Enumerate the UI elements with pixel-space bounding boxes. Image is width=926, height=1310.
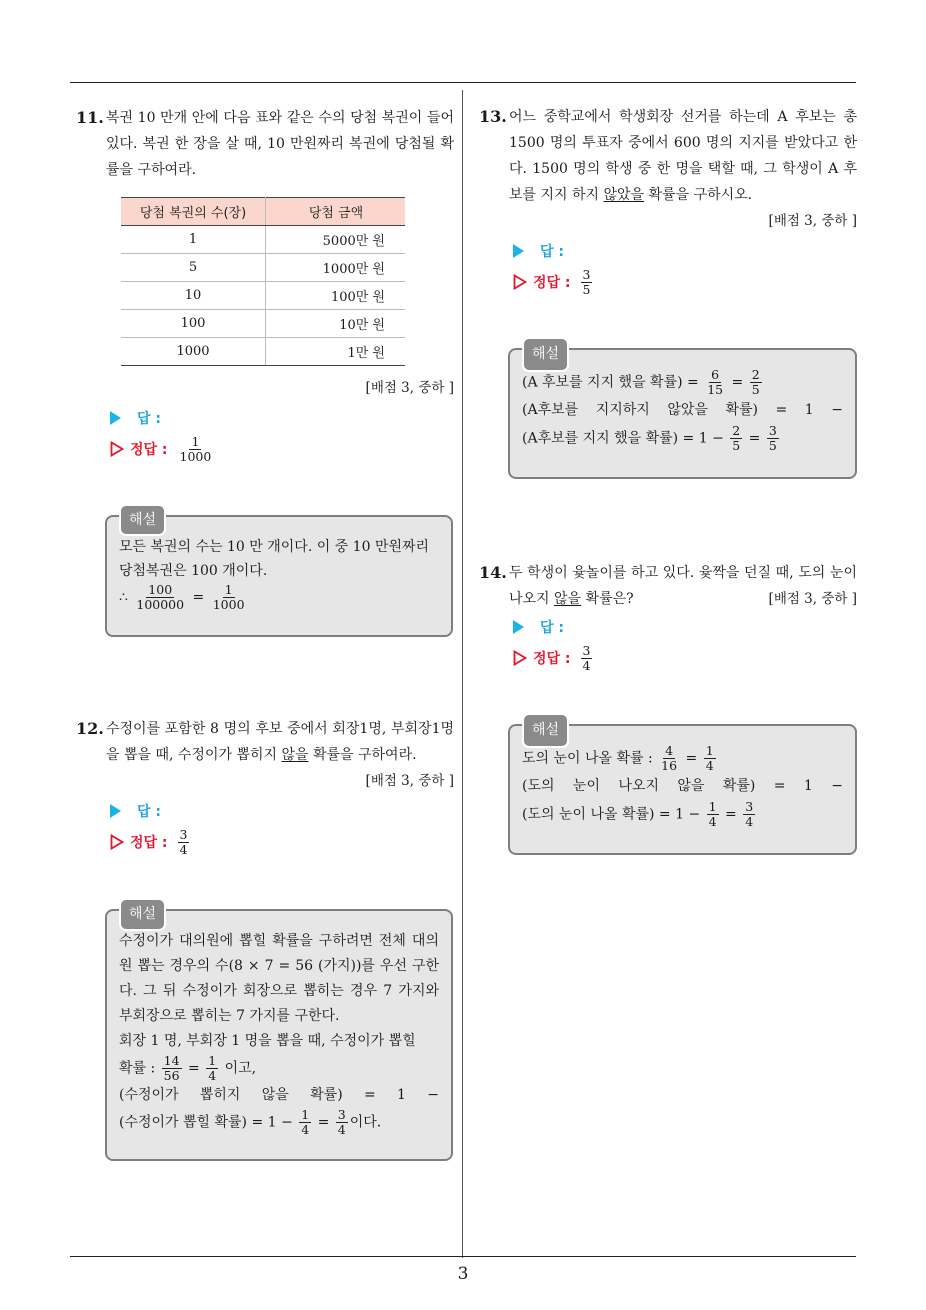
column-divider [462, 90, 463, 1258]
fraction: $\frac{3}{5}$ [768, 423, 777, 453]
question-12 [76, 716, 454, 794]
explanation-formula: (A 후보를 지지 했을 확률) = $\frac{6}{15}$ = $\frac{2}{5}$ [522, 367, 760, 397]
answer-fraction: $\frac{3}{4}$ [582, 642, 591, 673]
answer-block [110, 798, 191, 860]
table-cell: 1 [121, 226, 266, 254]
top-rule [70, 82, 856, 83]
explanation-box [105, 906, 453, 1161]
explanation-box [105, 512, 453, 637]
answer-label: 답 : [137, 804, 161, 820]
answer-block [513, 238, 594, 300]
fraction: $\frac{2}{5}$ [751, 367, 760, 397]
triangle-outline-icon [110, 441, 124, 457]
answer-fraction: $\frac{3}{5}$ [582, 266, 591, 297]
explanation-box [508, 724, 857, 855]
fraction: $\frac{1}{4}$ [301, 1107, 310, 1137]
fraction: $\frac{4}{16}$ [661, 743, 678, 773]
explanation-formula: 도의 눈이 나올 확률 : $\frac{4}{16}$ = $\frac{1}{4}$ [522, 743, 714, 773]
question-text: 복권 10 만개 안에 다음 표와 같은 수의 당첨 복권이 들어 있다. 복권 한 장을 살 때, 10 만원짜리 복권에 당첨될 확률을 구하여라. [106, 110, 454, 178]
question-text: 어느 중학교에서 학생회장 선거를 하는데 A 후보는 총 1500 명의 투표자 중에서 600 명의 지지를 받았다고 한다. 1500 명의 학생 중 한 명을 택할 때, 그 학생이 A 후보를 지지 하지 않았을 확률을 구하시오. [509, 109, 857, 203]
table-header: 당첨 복권의 수(장) [121, 198, 266, 226]
table-cell: 5 [121, 254, 266, 282]
table-cell: 5000만 원 [266, 226, 406, 254]
question-meta: [배점 3, 중하 ] [768, 591, 857, 607]
table-cell: 10 [121, 282, 266, 310]
explanation-tag: 해설 [522, 713, 569, 748]
explanation-text: 회장 1 명, 부회장 1 명을 뽑을 때, 수정이가 뽑힐 [119, 1033, 416, 1049]
question-number: 11. [76, 108, 104, 127]
question-text: 두 학생이 윷놀이를 하고 있다. 윷짝을 던질 때, 도의 눈이 나오지 않을 확률은? [509, 565, 857, 607]
table-row [121, 310, 405, 338]
question-meta: [배점 3, 중하 ] [365, 773, 454, 789]
explanation-text: 모든 복권의 수는 10 만 개이다. 이 중 10 만원짜리 당첨복권은 100 개이다. [119, 539, 430, 579]
fraction: $\frac{1}{4}$ [208, 1053, 217, 1083]
bottom-rule [70, 1256, 856, 1257]
question-13 [479, 104, 857, 234]
question-text: 수정이를 포함한 8 명의 후보 중에서 회장1명, 부회장1명을 뽑을 때, 수정이가 뽑히지 않을 확률을 구하여라. [106, 721, 454, 763]
answer-fraction: $\frac{1}{1000}$ [179, 433, 212, 464]
table-row [121, 226, 405, 254]
explanation-formula: (A후보를 지지하지 않았을 확률) = 1 − [522, 402, 843, 418]
play-icon [513, 620, 524, 634]
correct-label: 정답 : [533, 275, 571, 291]
explanation-formula: (수정이가 뽑힐 확률) = 1 − $\frac{1}{4}$ = $\frac{3}{4}$ 이다. [119, 1107, 382, 1137]
question-number: 13. [479, 107, 507, 126]
table-header: 당첨 금액 [266, 198, 406, 226]
question-14 [479, 560, 857, 612]
explanation-formula: (도의 눈이 나오지 않을 확률) = 1 − [522, 778, 843, 794]
question-meta: [배점 3, 중하 ] [365, 380, 454, 396]
table-cell: 1000 [121, 338, 266, 366]
triangle-outline-icon [110, 834, 124, 850]
question-11 [76, 105, 454, 183]
table-cell: 100 [121, 310, 266, 338]
fraction: $\frac{100}{100000}$ [136, 582, 185, 612]
table-cell: 1만 원 [266, 338, 406, 366]
play-icon [110, 411, 121, 425]
fraction: $\frac{2}{5}$ [732, 423, 741, 453]
explanation-tag: 해설 [119, 504, 166, 536]
table-header-row [121, 198, 405, 226]
correct-label: 정답 : [130, 442, 168, 458]
page-number: 3 [457, 1264, 469, 1284]
table-cell: 10만 원 [266, 310, 406, 338]
answer-block [513, 614, 594, 676]
fraction: $\frac{1}{1000}$ [212, 582, 245, 612]
explanation-formula: (도의 눈이 나올 확률) = 1 − $\frac{1}{4}$ = $\frac{3}{4}$ [522, 799, 754, 829]
fraction: $\frac{14}{56}$ [163, 1053, 180, 1083]
prize-table [121, 197, 405, 366]
explanation-formula: 확률 : $\frac{14}{56}$ = $\frac{1}{4}$ 이고, [119, 1053, 257, 1083]
fraction: $\frac{3}{4}$ [337, 1107, 346, 1137]
play-icon [110, 804, 121, 818]
play-icon [513, 244, 524, 258]
explanation-text: 수정이가 대의원에 뽑힐 확률을 구하려면 전체 대의원 뽑는 경우의 수(8 × 7 = 56 (가지))를 우선 구한다. 그 뒤 수정이가 회장으로 뽑히는 경우 7 가지와 부회장으로 뽑히는 7 가지를 구한다. [119, 933, 439, 1024]
answer-label: 답 : [540, 244, 564, 260]
explanation-formula: (수정이가 뽑히지 않을 확률) = 1 − [119, 1087, 439, 1103]
explanation-tag: 해설 [522, 337, 569, 372]
answer-label: 답 : [137, 411, 161, 427]
table-row [121, 254, 405, 282]
answer-fraction: $\frac{3}{4}$ [179, 826, 188, 857]
question-number: 12. [76, 719, 104, 738]
correct-label: 정답 : [533, 651, 571, 667]
fraction: $\frac{6}{15}$ [707, 367, 724, 397]
explanation-tag: 해설 [119, 898, 166, 931]
answer-label: 답 : [540, 620, 564, 636]
explanation-formula: (A후보를 지지 했을 확률) = 1 − $\frac{2}{5}$ = $\frac{3}{5}$ [522, 423, 777, 453]
triangle-outline-icon [513, 274, 527, 290]
table-cell: 1000만 원 [266, 254, 406, 282]
fraction: $\frac{1}{4}$ [708, 799, 717, 829]
answer-block [110, 405, 215, 467]
fraction: $\frac{1}{4}$ [705, 743, 714, 773]
question-number: 14. [479, 563, 507, 582]
table-cell: 100만 원 [266, 282, 406, 310]
question-meta: [배점 3, 중하 ] [768, 213, 857, 229]
table-row [121, 338, 405, 366]
triangle-outline-icon [513, 650, 527, 666]
table-row [121, 282, 405, 310]
fraction: $\frac{3}{4}$ [745, 799, 754, 829]
correct-label: 정답 : [130, 835, 168, 851]
explanation-formula: ∴ $\frac{100}{100000}$ = $\frac{1}{1000}$ [119, 582, 245, 612]
explanation-box [508, 348, 857, 479]
